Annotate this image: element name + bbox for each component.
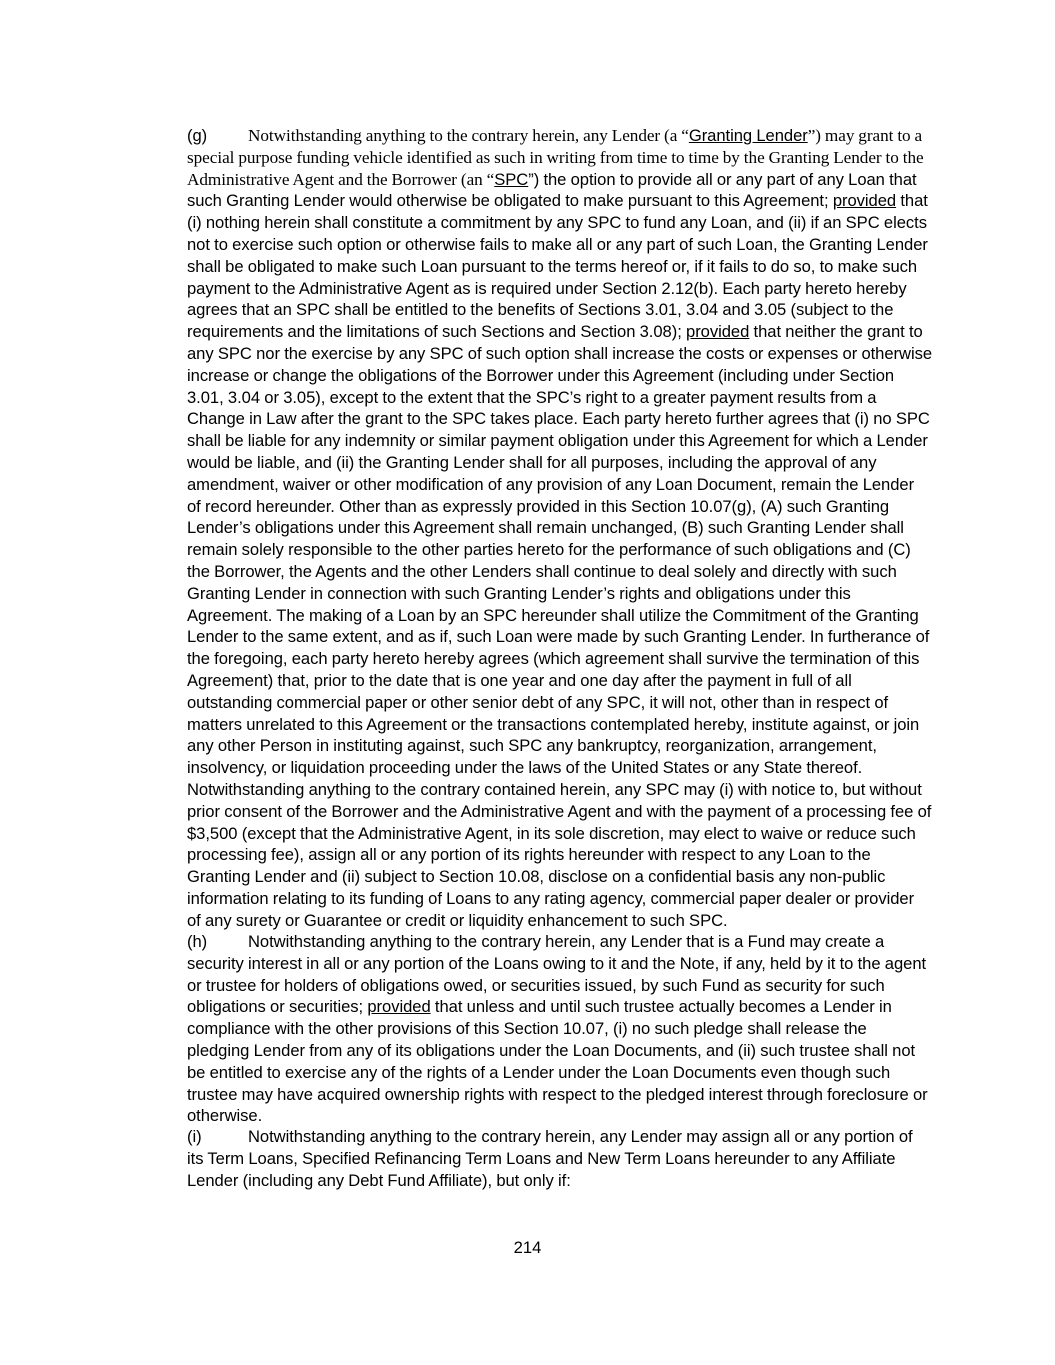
paragraph-i-label: (i) bbox=[187, 1127, 202, 1146]
paragraph-g-text-1: Notwithstanding anything to the contrary herein, any Lender (a “ bbox=[248, 126, 689, 145]
spc-defined-term: SPC bbox=[494, 169, 529, 189]
granting-lender-defined-term: Granting Lender bbox=[688, 126, 808, 145]
paragraph-g-text-3: ”) the option to provide all or any part of any Loan that such Granting Lender would otherwise be obligated to make pursuant to this Agreement; bbox=[187, 169, 917, 211]
provided-term-3: provided bbox=[367, 997, 431, 1017]
provided-term-2: provided bbox=[686, 322, 750, 342]
paragraph-g-body bbox=[124, 125, 932, 931]
paragraph-g-text-5: that neither the grant to any SPC nor the exercise by any SPC of such option shall increase the costs or expenses or otherwise increase or change the obligations of the Borrower under this Agreement (including under Section 3.01, 3.04 or 3.05), except to the extent that the SPC’s right to a greater payment results from a Change in Law after the grant to the SPC takes place. Each party hereto further agrees that (i) no SPC shall be liable for any indemnity or similar payment obligation under this Agreement for which a Lender would be liable, and (ii) the Granting Lender shall for all purposes, including the approval of any amendment, waiver or other modification of any provision of any Loan Document, remain the Lender of record hereunder. Other than as expressly provided in this Section 10.07(g), (A) such Granting Lender’s obligations under this Agreement shall remain unchanged, (B) such Granting Lender shall remain solely responsible to the other parties hereto for the performance of such obligations and (C) the Borrower, the Agents and the other Lenders shall continue to deal solely and directly with such Granting Lender in connection with such Granting Lender’s rights and obligations under this Agreement. The making of a Loan by an SPC hereunder shall utilize the Commitment of the Granting Lender to the same extent, and as if, such Loan were made by such Granting Lender. In furtherance of the foregoing, each party hereto hereby agrees (which agreement shall survive the termination of this Agreement) that, prior to the date that is one year and one day after the payment in full of all outstanding commercial paper or other senior debt of any SPC, it will not, other than in respect of matters unrelated to this Agreement or the transactions contemplated hereby, institute against, or join any other Person in instituting against, such SPC any bankruptcy, reorganization, arrangement, insolvency, or liquidation proceeding under the laws of the United States or any State thereof. Notwithstanding anything to the contrary contained herein, any SPC may (i) with notice to, but without prior consent of the Borrower and the Administrative Agent and with the payment of a processing fee of $3,500 (except that the Administrative Agent, in its sole discretion, may elect to waive or reduce such processing fee), assign all or any portion of its rights hereunder with respect to any Loan to the Granting Lender and (ii) subject to Section 10.08, disclose on a confidential basis any non-public information relating to its funding of Loans to any rating agency, commercial paper dealer or provider of any surety or Guarantee or credit or liquidity enhancement to such SPC. bbox=[187, 322, 933, 930]
paragraph-h-label: (h) bbox=[187, 932, 208, 951]
paragraph-g-text-4: that (i) nothing herein shall constitute a commitment by any SPC to fund any Loan, and (ii) if an SPC elects not to exercise such option or otherwise fails to make all or any part of such Loan, the Granting Lender shall be obligated to make such Loan pursuant to the terms hereof or, if it fails to do so, to make such payment to the Administrative Agent as is required under Section 2.12(b). Each party hereto hereby agrees that an SPC shall be entitled to the benefits of Sections 3.01, 3.04 and 3.05 (subject to the requirements and the limitations of such Sections and Section 3.08); bbox=[187, 191, 928, 342]
paragraph-g-text-2: ”) may grant to a special purpose funding vehicle identified as such in writing from time to time by the Granting Lender to the Administrative Agent and the Borrower (an “ bbox=[187, 126, 924, 189]
provided-term-1: provided bbox=[832, 191, 897, 211]
paragraph-g-label: (g) bbox=[187, 126, 208, 145]
paragraph-g bbox=[124, 125, 932, 931]
paragraph-h bbox=[124, 931, 932, 1127]
paragraph-i bbox=[124, 1126, 932, 1191]
paragraph-h-text-1: Notwithstanding anything to the contrary herein, any Lender that is a Fund may create a security interest in all or any portion of the Loans owing to it and the Note, if any, held by it to the agent or trustee for holders of obligations owed, or securities issued, by such Fund as security for such obligations or securities; bbox=[187, 932, 927, 1017]
paragraph-i-body bbox=[124, 1126, 932, 1191]
paragraph-h-text-2: that unless and until such trustee actually becomes a Lender in compliance with the other provisions of this Section 10.07, (i) no such pledge shall release the pledging Lender from any of its obligations under the Loan Documents, and (ii) such trustee shall not be entitled to exercise any of the rights of a Lender under the Loan Documents even though such trustee may have acquired ownership rights with respect to the pledged interest through foreclosure or otherwise. bbox=[187, 997, 928, 1126]
paragraph-h-body bbox=[124, 931, 932, 1127]
page-number: 214 bbox=[513, 1238, 542, 1257]
paragraph-i-text-1: Notwithstanding anything to the contrary herein, any Lender may assign all or any portion of its Term Loans, Specified Refinancing Term Loans and New Term Loans hereunder to any Affiliate Lender (including any Debt Fund Affiliate), but only if: bbox=[187, 1127, 913, 1190]
